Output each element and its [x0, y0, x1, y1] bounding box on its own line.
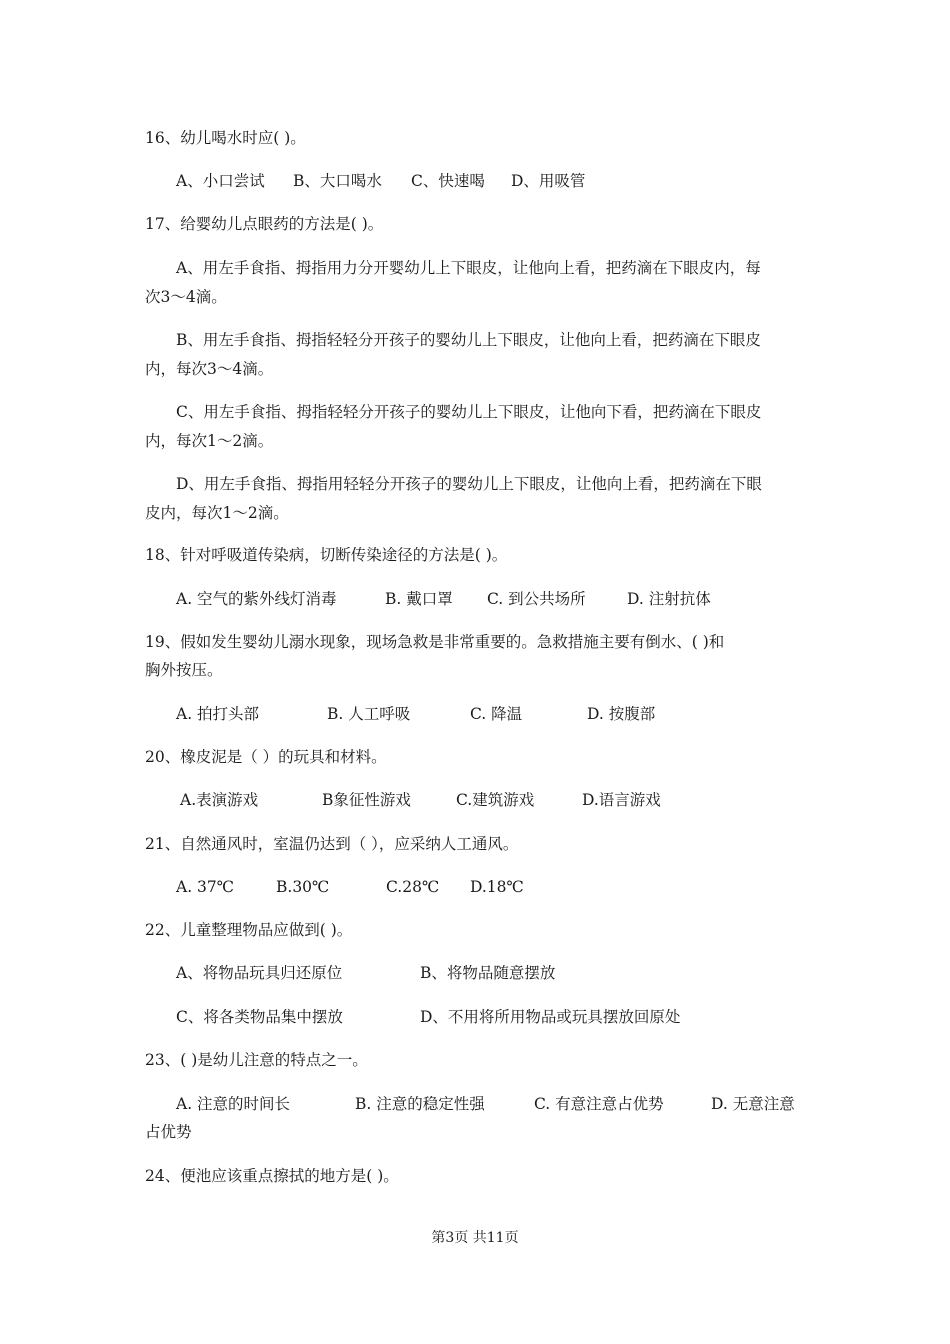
question-16-option-c: C、快速喝	[411, 172, 485, 190]
question-22-option-a: A、将物品玩具归还原位	[176, 964, 343, 982]
question-21-option-c: C.28℃	[386, 878, 440, 896]
question-17-option-a-line2: 次3～4滴。	[145, 288, 227, 306]
question-23-option-b: B. 注意的稳定性强	[355, 1095, 485, 1113]
question-19-stem: 19、假如发生婴幼儿溺水现象，现场急救是非常重要的。急救措施主要有倒水、( )和	[145, 633, 725, 651]
question-17-option-c-line1: C、用左手食指、拇指轻轻分开孩子的婴幼儿上下眼皮，让他向下看，把药滴在下眼皮	[176, 403, 762, 421]
question-20-option-d: D.语言游戏	[582, 791, 661, 809]
question-18-option-c: C. 到公共场所	[487, 590, 586, 608]
question-21-option-b: B.30℃	[276, 878, 330, 896]
question-19-option-d: D. 按腹部	[587, 705, 656, 723]
question-19-option-c: C. 降温	[470, 705, 523, 723]
question-23-stem: 23、( )是幼儿注意的特点之一。	[145, 1051, 368, 1069]
question-18-stem: 18、针对呼吸道传染病，切断传染途径的方法是( )。	[145, 546, 508, 564]
question-19-stem-continued: 胸外按压。	[145, 661, 223, 679]
question-17-option-b-line1: B、用左手食指、拇指轻轻分开孩子的婴幼儿上下眼皮，让他向上看，把药滴在下眼皮	[176, 331, 761, 349]
question-17-option-b-line2: 内，每次3～4滴。	[145, 360, 274, 378]
question-22-option-d: D、不用将所用物品或玩具摆放回原处	[420, 1008, 681, 1026]
question-23-option-d: D. 无意注意	[711, 1095, 795, 1113]
question-17-option-d-line1: D、用左手食指、拇指用轻轻分开孩子的婴幼儿上下眼皮，让他向上看，把药滴在下眼	[176, 475, 762, 493]
question-22-stem: 22、儿童整理物品应做到( )。	[145, 921, 353, 939]
page-footer: 第3页 共11页	[431, 1230, 519, 1246]
question-19-option-a: A. 拍打头部	[176, 705, 260, 723]
question-22-option-b: B、将物品随意摆放	[420, 964, 556, 982]
question-16-option-d: D、用吸管	[511, 172, 586, 190]
question-21-option-a: A. 37℃	[176, 878, 235, 896]
question-24-stem: 24、便池应该重点擦拭的地方是( )。	[145, 1167, 399, 1185]
question-16-option-b: B、大口喝水	[293, 172, 382, 190]
question-17-option-a-line1: A、用左手食指、拇指用力分开婴幼儿上下眼皮，让他向上看，把药滴在下眼皮内，每	[176, 259, 761, 277]
question-21-option-d: D.18℃	[470, 878, 524, 896]
question-23-option-a: A. 注意的时间长	[176, 1095, 291, 1113]
question-20-option-a: A.表演游戏	[180, 791, 259, 809]
question-17-option-d-line2: 皮内，每次1～2滴。	[145, 504, 289, 522]
question-20-option-c: C.建筑游戏	[456, 791, 535, 809]
question-20-option-b: B象征性游戏	[322, 791, 411, 809]
question-22-option-c: C、将各类物品集中摆放	[176, 1008, 343, 1026]
question-18-option-b: B. 戴口罩	[385, 590, 453, 608]
question-18-option-a: A. 空气的紫外线灯消毒	[176, 590, 337, 608]
question-18-option-d: D. 注射抗体	[627, 590, 711, 608]
question-19-option-b: B. 人工呼吸	[327, 705, 411, 723]
question-17-option-c-line2: 内，每次1～2滴。	[145, 432, 274, 450]
question-16-stem: 16、幼儿喝水时应( )。	[145, 129, 306, 147]
question-16-option-a: A、小口尝试	[176, 172, 265, 190]
question-23-option-d-wrap: 占优势	[145, 1123, 192, 1141]
question-17-stem: 17、给婴幼儿点眼药的方法是( )。	[145, 215, 384, 233]
question-20-stem: 20、橡皮泥是（ ）的玩具和材料。	[145, 748, 387, 766]
question-21-stem: 21、自然通风时，室温仍达到（ ），应采纳人工通风。	[145, 835, 519, 853]
question-23-option-c: C. 有意注意占优势	[534, 1095, 664, 1113]
